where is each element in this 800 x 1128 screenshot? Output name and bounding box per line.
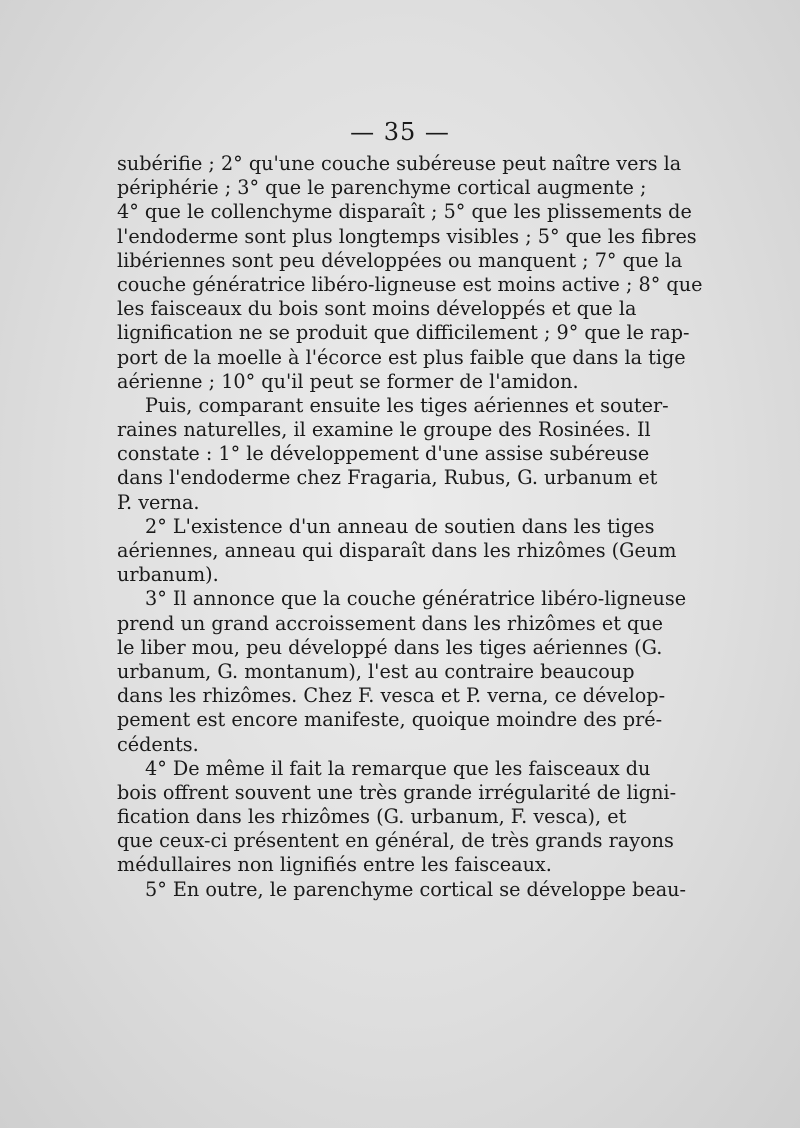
- text-line: subérifie ; 2° qu'une couche subéreuse peut naître vers la: [117, 152, 682, 175]
- text-line: aérienne ; 10° qu'il peut se former de l'amidon.: [117, 369, 579, 393]
- text-line: couche génératrice libéro-ligneuse est moins active ; 8° que: [117, 272, 703, 296]
- text-line: raines naturelles, il examine le groupe des Rosinées. Il: [117, 418, 651, 442]
- text-line: pement est encore manifeste, quoique moindre des pré-: [117, 708, 663, 732]
- text-line: 2° L'existence d'un anneau de soutien dans les tiges: [145, 514, 655, 538]
- text-line: 4° que le collenchyme disparaît ; 5° que les plissements de: [117, 200, 692, 224]
- text-line: libériennes sont peu développées ou manquent ; 7° que la: [117, 248, 683, 272]
- text-line: bois offrent souvent une très grande irrégularité de ligni-: [117, 780, 677, 804]
- text-line: que ceux-ci présentent en général, de très grands rayons: [117, 829, 674, 853]
- body-text: [117, 152, 703, 902]
- text-line: constate : 1° le développement d'une assise subéreuse: [117, 442, 650, 466]
- text-line: urbanum).: [117, 563, 219, 587]
- text-line: périphérie ; 3° que le parenchyme cortical augmente ;: [117, 176, 647, 200]
- page-number: — 35 —: [350, 118, 450, 146]
- text-line: aériennes, anneau qui disparaît dans les rhizômes (Geum: [117, 539, 677, 562]
- text-line: les faisceaux du bois sont moins développés et que la: [117, 297, 637, 321]
- text-line: P. verna.: [117, 490, 200, 514]
- text-line: dans l'endoderme chez Fragaria, Rubus, G. urbanum et: [117, 466, 658, 490]
- text-line: 5° En outre, le parenchyme cortical se développe beau-: [145, 877, 686, 901]
- text-line: lignification ne se produit que difficilement ; 9° que le rap-: [117, 321, 690, 345]
- text-line: 4° De même il fait la remarque que les faisceaux du: [145, 756, 651, 780]
- text-line: Puis, comparant ensuite les tiges aériennes et souter-: [145, 393, 669, 417]
- text-line: 3° Il annonce que la couche génératrice libéro-ligneuse: [145, 587, 687, 611]
- text-line: l'endoderme sont plus longtemps visibles ; 5° que les fibres: [117, 224, 697, 248]
- text-line: médullaires non lignifiés entre les faisceaux.: [117, 853, 552, 877]
- text-line: port de la moelle à l'écorce est plus faible que dans la tige: [117, 345, 686, 369]
- text-line: urbanum, G. montanum), l'est au contraire beaucoup: [117, 659, 635, 683]
- text-line: prend un grand accroissement dans les rhizômes et que: [117, 611, 664, 635]
- text-line: cédents.: [117, 732, 199, 756]
- text-line: dans les rhizômes. Chez F. vesca et P. verna, ce dévelop-: [117, 684, 666, 708]
- text-line: le liber mou, peu développé dans les tiges aériennes (G.: [117, 635, 663, 659]
- text-line: fication dans les rhizômes (G. urbanum, F. vesca), et: [117, 805, 627, 829]
